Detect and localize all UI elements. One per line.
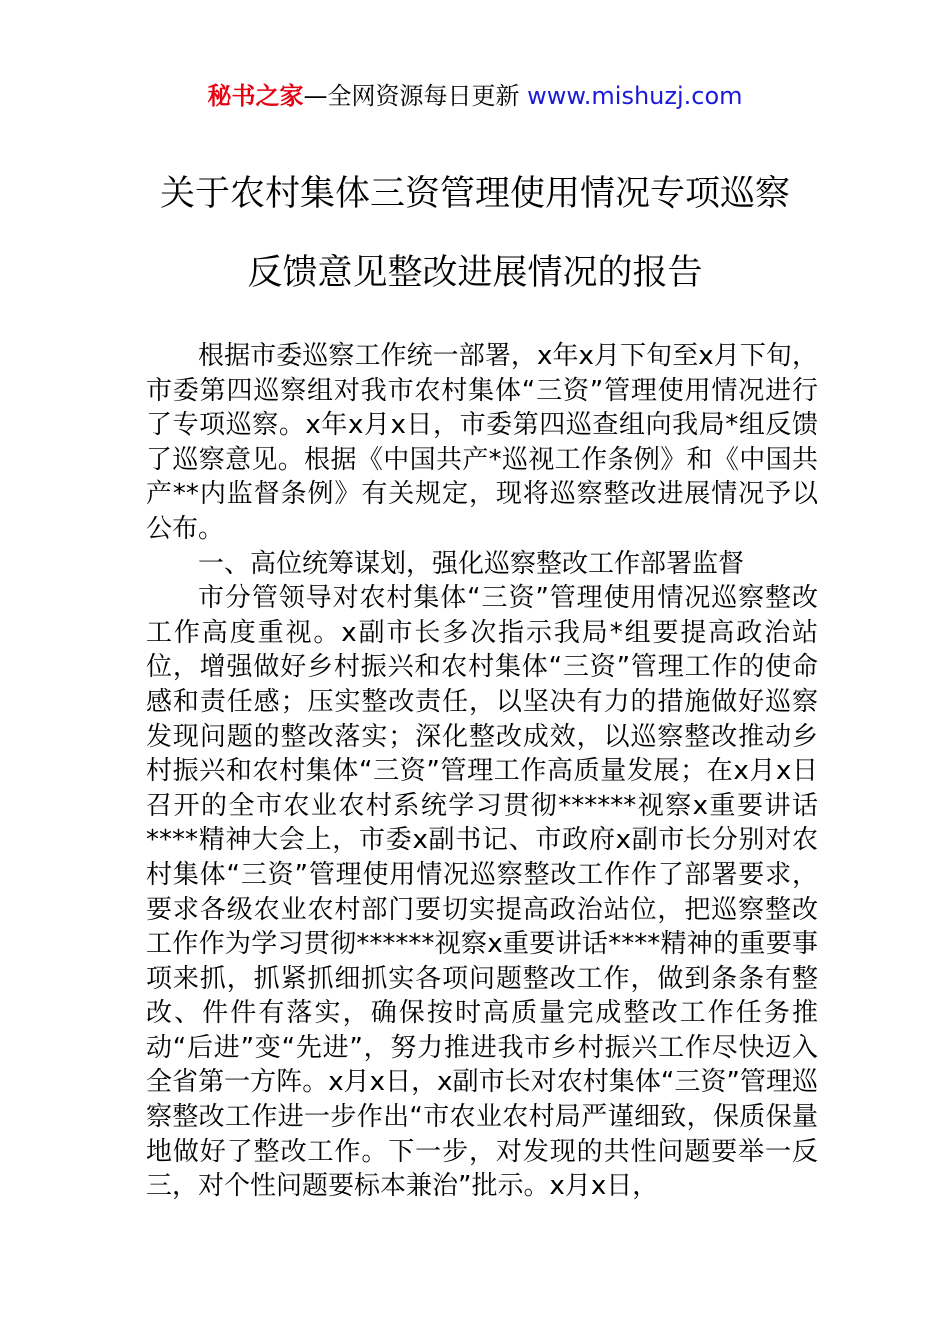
site-tagline: —全网资源每日更新: [303, 82, 528, 110]
title-line-1: 关于农村集体三资管理使用情况专项巡察: [159, 174, 790, 214]
body-paragraph-2: 市分管领导对农村集体“三资”管理使用情况巡察整改工作高度重视。x副市长多次指示我局*组要提高政治站位，增强做好乡村振兴和农村集体“三资”管理工作的使命感和责任感；压实整改责任，以坚决有力的措施做好巡察发现问题的整改落实；深化整改成效，以巡察整改推动乡村振兴和农村集体“三资”管理工作高质量发展；在x月x日召开的全市农业农村系统学习贯彻******视察x重要讲话****精神大会上，市委x副书记、市政府x副市长分别对农村集体“三资”管理使用情况巡察整改工作作了部署要求，要求各级农业农村部门要切实提高政治站位，把巡察整改工作作为学习贯彻******视察x重要讲话****精神的重要事项来抓，抓紧抓细抓实各项问题整改工作，做到条条有整改、件件有落实，确保按时高质量完成整改工作任务推动“后进”变“先进”，努力推进我市乡村振兴工作尽快迈入全省第一方阵。x月x日，x副市长对农村集体“三资”管理巡察整改工作进一步作出“市农业农村局严谨细致，保质保量地做好了整改工作。下一步，对发现的共性问题要举一反三，对个性问题要标本兼治”批示。x月x日，: [146, 583, 818, 1202]
section-heading-1: 一、高位统筹谋划，强化巡察整改工作部署监督: [198, 548, 745, 579]
document-title: [0, 176, 950, 291]
site-url-link[interactable]: www.mishuzj.com: [527, 82, 743, 110]
site-brand: 秘书之家: [207, 82, 304, 110]
title-line-2: 反馈意见整改进展情况的报告: [247, 253, 703, 293]
body-paragraph-1: 根据市委巡察工作统一部署，x年x月下旬至x月下旬，市委第四巡察组对我市农村集体“三资”管理使用情况进行了专项巡察。x年x月x日，市委第四巡查组向我局*组反馈了巡察意见。根据《中国共产*巡视工作条例》和《中国共产**内监督条例》有关规定，现将巡察整改进展情况予以公布。: [146, 341, 818, 544]
document-body: [146, 339, 818, 1204]
site-header: [0, 80, 950, 112]
